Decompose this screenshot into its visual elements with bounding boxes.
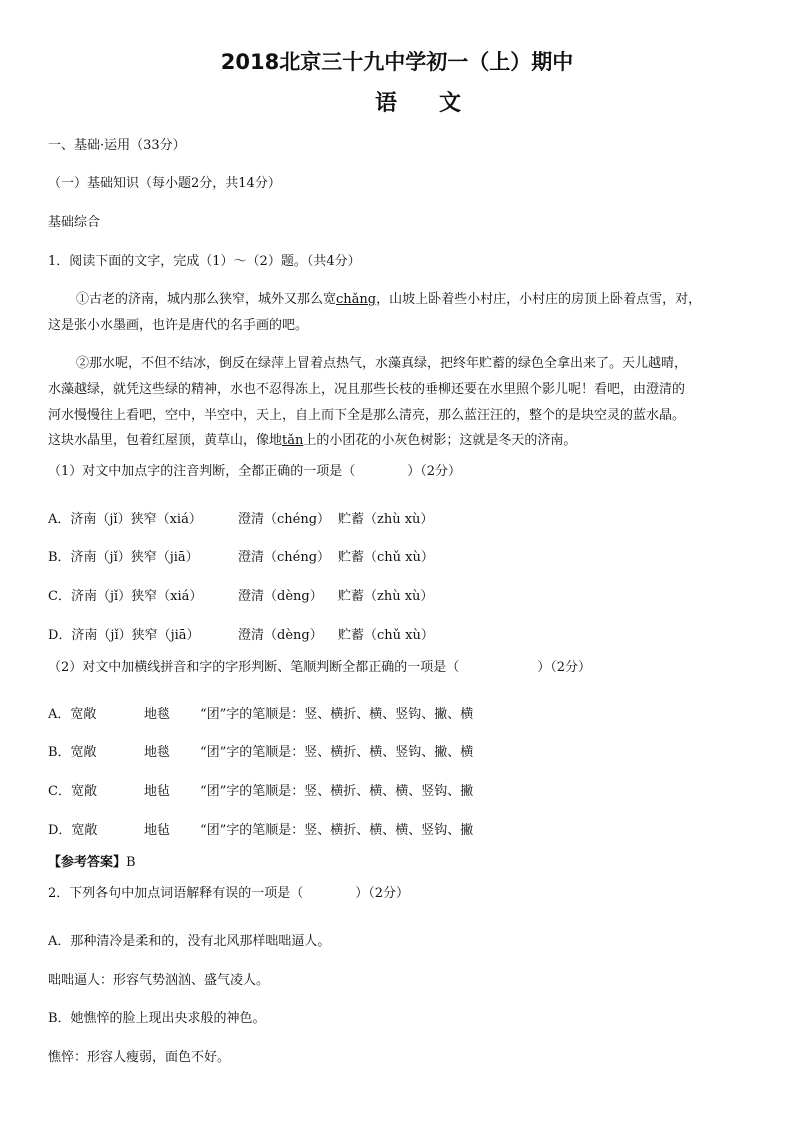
option-part: 澄清（dèng） [238, 589, 323, 604]
word-explanation: 憔悴：形容人瘦弱，面色不好。 [48, 1050, 231, 1065]
option-row [48, 508, 433, 527]
option-part: 地毯 [144, 707, 171, 722]
option-row: A．那种清冷是柔和的，没有北风那样咄咄逼人。 [48, 934, 331, 949]
passage-line: 河水慢慢往上看吧，空中，半空中，天上，自上而下全是那么清亮，那么蓝汪汪的，整个的是块空灵的蓝水晶。 [48, 408, 686, 423]
option-part: 澄清（dèng） [238, 628, 323, 643]
subquestion-2-stem: （2）对文中加横线拼音和字的字形判断、笔顺判断全都正确的一项是（ ）（2分） [48, 660, 592, 675]
passage-line [48, 429, 576, 448]
option-part: 地毯 [144, 745, 171, 760]
option-row [48, 780, 473, 799]
question-1-stem: 1．阅读下面的文字，完成（1）～（2）题。（共4分） [48, 254, 361, 269]
option-part: C．宽敞 [48, 784, 97, 799]
subsection-heading: （一）基础知识（每小题2分，共14分） [48, 176, 281, 191]
option-part: A．济南（jǐ）狭窄（xiá） [48, 512, 202, 527]
passage-paragraph-2: ②那水呢，不但不结冰，倒反在绿萍上冒着点热气，水藻真绿，把终年贮蓄的绿色全拿出来了。天儿越晴， [76, 356, 688, 371]
option-part: 澄清（chéng） [238, 550, 331, 565]
option-part: D．宽敞 [48, 823, 98, 838]
passage-line: 水藻越绿，就凭这些绿的精神，水也不忍得冻上，况且那些长枝的垂柳还要在水里照个影儿呢！看吧，由澄清的 [48, 382, 686, 397]
option-part: 贮蓄（zhù xù） [338, 512, 434, 527]
option-part: “团”字的笔顺是：竖、横折、横、横、竖钩、撇 [200, 823, 474, 838]
part-heading: 一、基础·运用（33分） [48, 138, 186, 153]
answer-value: B [126, 855, 136, 870]
option-part: B．济南（jǐ）狭窄（jiā） [48, 550, 199, 565]
passage-text: ，山坡上卧着些小村庄，小村庄的房顶上卧着点雪，对， [376, 292, 702, 307]
subquestion-1-stem: （1）对文中加点字的注音判断，全都正确的一项是（ ）（2分） [48, 464, 462, 479]
option-part: “团”字的笔顺是：竖、横折、横、竖钩、撇、横 [200, 707, 474, 722]
passage-line: 这是张小水墨画，也许是唐代的名手画的吧。 [48, 318, 309, 333]
passage-paragraph-1 [76, 288, 701, 307]
option-part: B．宽敞 [48, 745, 97, 760]
word-explanation: 咄咄逼人：形容气势汹汹、盛气凌人。 [48, 973, 270, 988]
option-part: 贮蓄（chǔ xù） [338, 628, 434, 643]
passage-text: 这块水晶里，包着红屋顶，黄草山，像地 [48, 433, 283, 448]
reference-answer [48, 851, 136, 870]
answer-label: 【参考答案】 [48, 855, 127, 870]
passage-text: 上的小团花的小灰色树影；这就是冬天的济南。 [303, 433, 577, 448]
option-part: D．济南（jǐ）狭窄（jiā） [48, 628, 200, 643]
question-2-stem: 2．下列各句中加点词语解释有误的一项是（ ）（2分） [48, 886, 410, 901]
option-part: 贮蓄（zhù xù） [338, 589, 434, 604]
underlined-pinyin: tǎn [282, 433, 304, 448]
option-row [48, 741, 473, 760]
option-row [48, 624, 434, 643]
option-row [48, 703, 473, 722]
option-part: C．济南（jǐ）狭窄（xiá） [48, 589, 203, 604]
option-row [48, 546, 434, 565]
option-row: B．她憔悴的脸上现出央求般的神色。 [48, 1011, 266, 1026]
section-label: 基础综合 [48, 215, 101, 230]
underlined-pinyin: chǎng [336, 292, 377, 307]
option-part: 地毡 [144, 784, 171, 799]
subject-title: 语文 [374, 91, 503, 116]
option-part: 地毡 [144, 823, 171, 838]
option-part: A．宽敞 [48, 707, 97, 722]
option-row [48, 585, 433, 604]
option-row [48, 819, 473, 838]
option-part: 贮蓄（chǔ xù） [338, 550, 434, 565]
option-part: “团”字的笔顺是：竖、横折、横、竖钩、撇、横 [200, 745, 474, 760]
page-title: 2018北京三十九中学初一（上）期中 [220, 50, 574, 74]
option-part: “团”字的笔顺是：竖、横折、横、横、竖钩、撇 [200, 784, 474, 799]
option-part: 澄清（chéng） [238, 512, 331, 527]
passage-text: ①古老的济南，城内那么狭窄，城外又那么宽 [76, 292, 337, 307]
